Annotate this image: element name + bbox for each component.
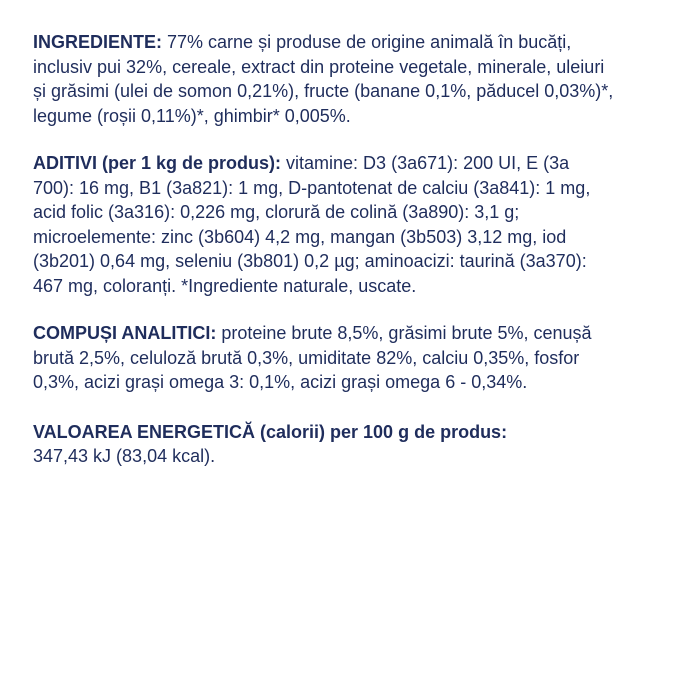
energy-heading: VALOAREA ENERGETICĂ (calorii) per 100 g de produs: <box>33 421 508 442</box>
ingredients-section <box>33 30 670 128</box>
additives-line-5: (3b201) 0,64 mg, seleniu (3b801) 0,2 µg; aminoacizi: taurină (3a370): <box>33 251 587 271</box>
ingredients-text: 77% carne și produse de origine animală în bucăți, <box>162 32 572 52</box>
analytical-section <box>33 321 670 395</box>
analytical-text: proteine brute 8,5%, grăsimi brute 5%, cenușă <box>216 323 592 343</box>
additives-line-1 <box>33 151 670 176</box>
additives-line-2: 700): 16 mg, B1 (3a821): 1 mg, D-pantotenat de calciu (3a841): 1 mg, <box>33 177 591 198</box>
ingredients-line-1 <box>33 30 670 55</box>
additives-line-6: 467 mg, coloranți. *Ingrediente naturale, uscate. <box>33 275 417 296</box>
ingredients-line-4: legume (roșii 0,11%)*, ghimbir* 0,005%. <box>33 105 351 126</box>
ingredients-heading: INGREDIENTE: <box>33 32 163 52</box>
additives-text: vitamine: D3 (3a671): 200 UI, E (3a <box>281 153 570 173</box>
energy-line-1: 347,43 kJ (83,04 kcal). <box>33 446 216 466</box>
analytical-line-1 <box>33 321 670 346</box>
additives-line-3: acid folic (3a316): 0,226 mg, clorură de colină (3a890): 3,1 g; <box>33 202 520 222</box>
analytical-line-2: brută 2,5%, celuloză brută 0,3%, umiditate 82%, calciu 0,35%, fosfor <box>33 347 580 368</box>
ingredients-line-2: inclusiv pui 32%, cereale, extract din proteine vegetale, minerale, uleiuri <box>33 56 605 77</box>
additives-line-4: microelemente: zinc (3b604) 4,2 mg, mangan (3b503) 3,12 mg, iod <box>33 226 567 247</box>
additives-heading: ADITIVI (per 1 kg de produs): <box>33 153 282 173</box>
ingredients-line-3: și grăsimi (ulei de somon 0,21%), fructe (banane 0,1%, păducel 0,03%)*, <box>33 81 614 101</box>
analytical-heading: COMPUȘI ANALITICI: <box>33 323 217 343</box>
energy-section <box>33 420 670 469</box>
analytical-line-3: 0,3%, acizi grași omega 3: 0,1%, acizi grași omega 6 - 0,34%. <box>33 372 528 392</box>
additives-section <box>33 151 670 298</box>
